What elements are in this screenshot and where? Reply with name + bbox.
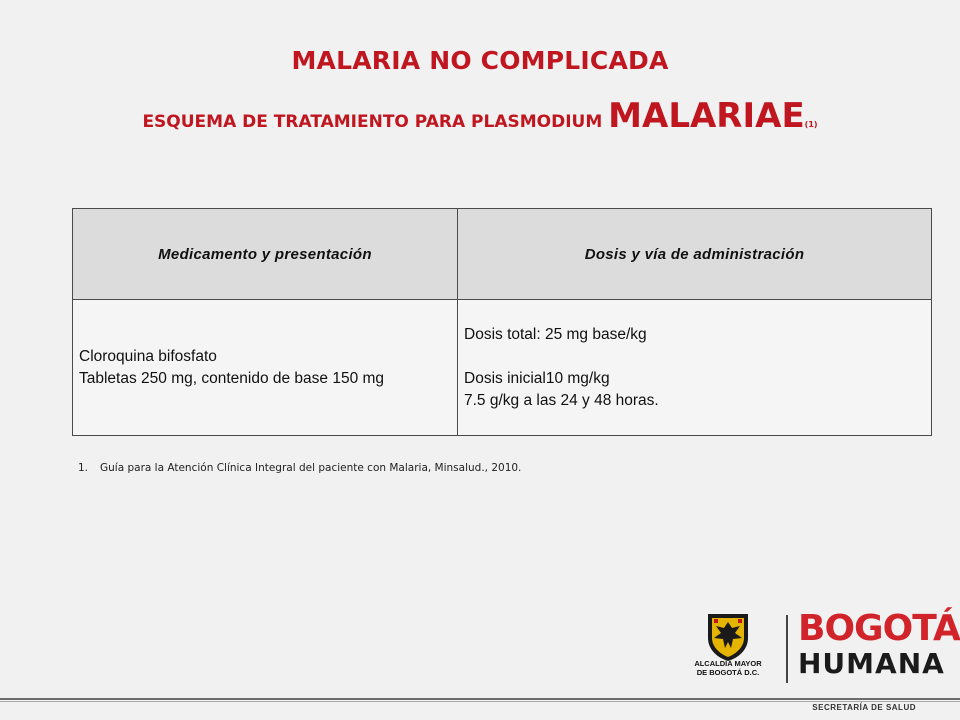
secretaria-label: SECRETARÍA DE SALUD	[812, 703, 916, 712]
humana-logo-text: HUMANA	[798, 647, 945, 680]
dose-followup: 7.5 g/kg a las 24 y 48 horas.	[464, 391, 659, 409]
medication-name: Cloroquina bifosfato	[79, 347, 217, 365]
treatment-table	[72, 208, 932, 436]
dose-initial: Dosis inicial10 mg/kg	[464, 369, 610, 387]
alcaldia-line-1: ALCALDÍA MAYOR	[694, 659, 762, 668]
footer-logos	[680, 605, 960, 695]
cell-medication	[73, 300, 458, 436]
page-subtitle	[0, 96, 960, 136]
footnote-number: 1.	[78, 462, 89, 474]
subtitle-reference: (1)	[804, 120, 818, 129]
footnote-text: Guía para la Atención Clínica Integral del paciente con Malaria, Minsalud., 2010.	[100, 462, 522, 474]
logo-divider	[786, 615, 788, 683]
header-medication: Medicamento y presentación	[73, 209, 458, 300]
table-header-row	[73, 209, 932, 300]
page-title: MALARIA NO COMPLICADA	[291, 46, 669, 75]
subtitle-prefix: ESQUEMA DE TRATAMIENTO PARA PLASMODIUM	[142, 112, 609, 132]
header-dose: Dosis y vía de administración	[458, 209, 932, 300]
alcaldia-label	[680, 659, 776, 677]
footnote	[78, 462, 521, 474]
bogota-logo-text: BOGOTÁ	[798, 608, 960, 649]
table-row	[73, 300, 932, 436]
cell-dose	[458, 300, 932, 436]
subtitle-species: MALARIAE	[608, 96, 805, 136]
medication-presentation: Tabletas 250 mg, contenido de base 150 mg	[79, 369, 385, 387]
footer-divider-secondary	[0, 701, 960, 702]
alcaldia-line-2: DE BOGOTÁ D.C.	[696, 668, 760, 677]
footer-divider	[0, 698, 960, 700]
dose-total: Dosis total: 25 mg base/kg	[464, 325, 647, 343]
bogota-coat-of-arms-icon	[702, 610, 754, 662]
